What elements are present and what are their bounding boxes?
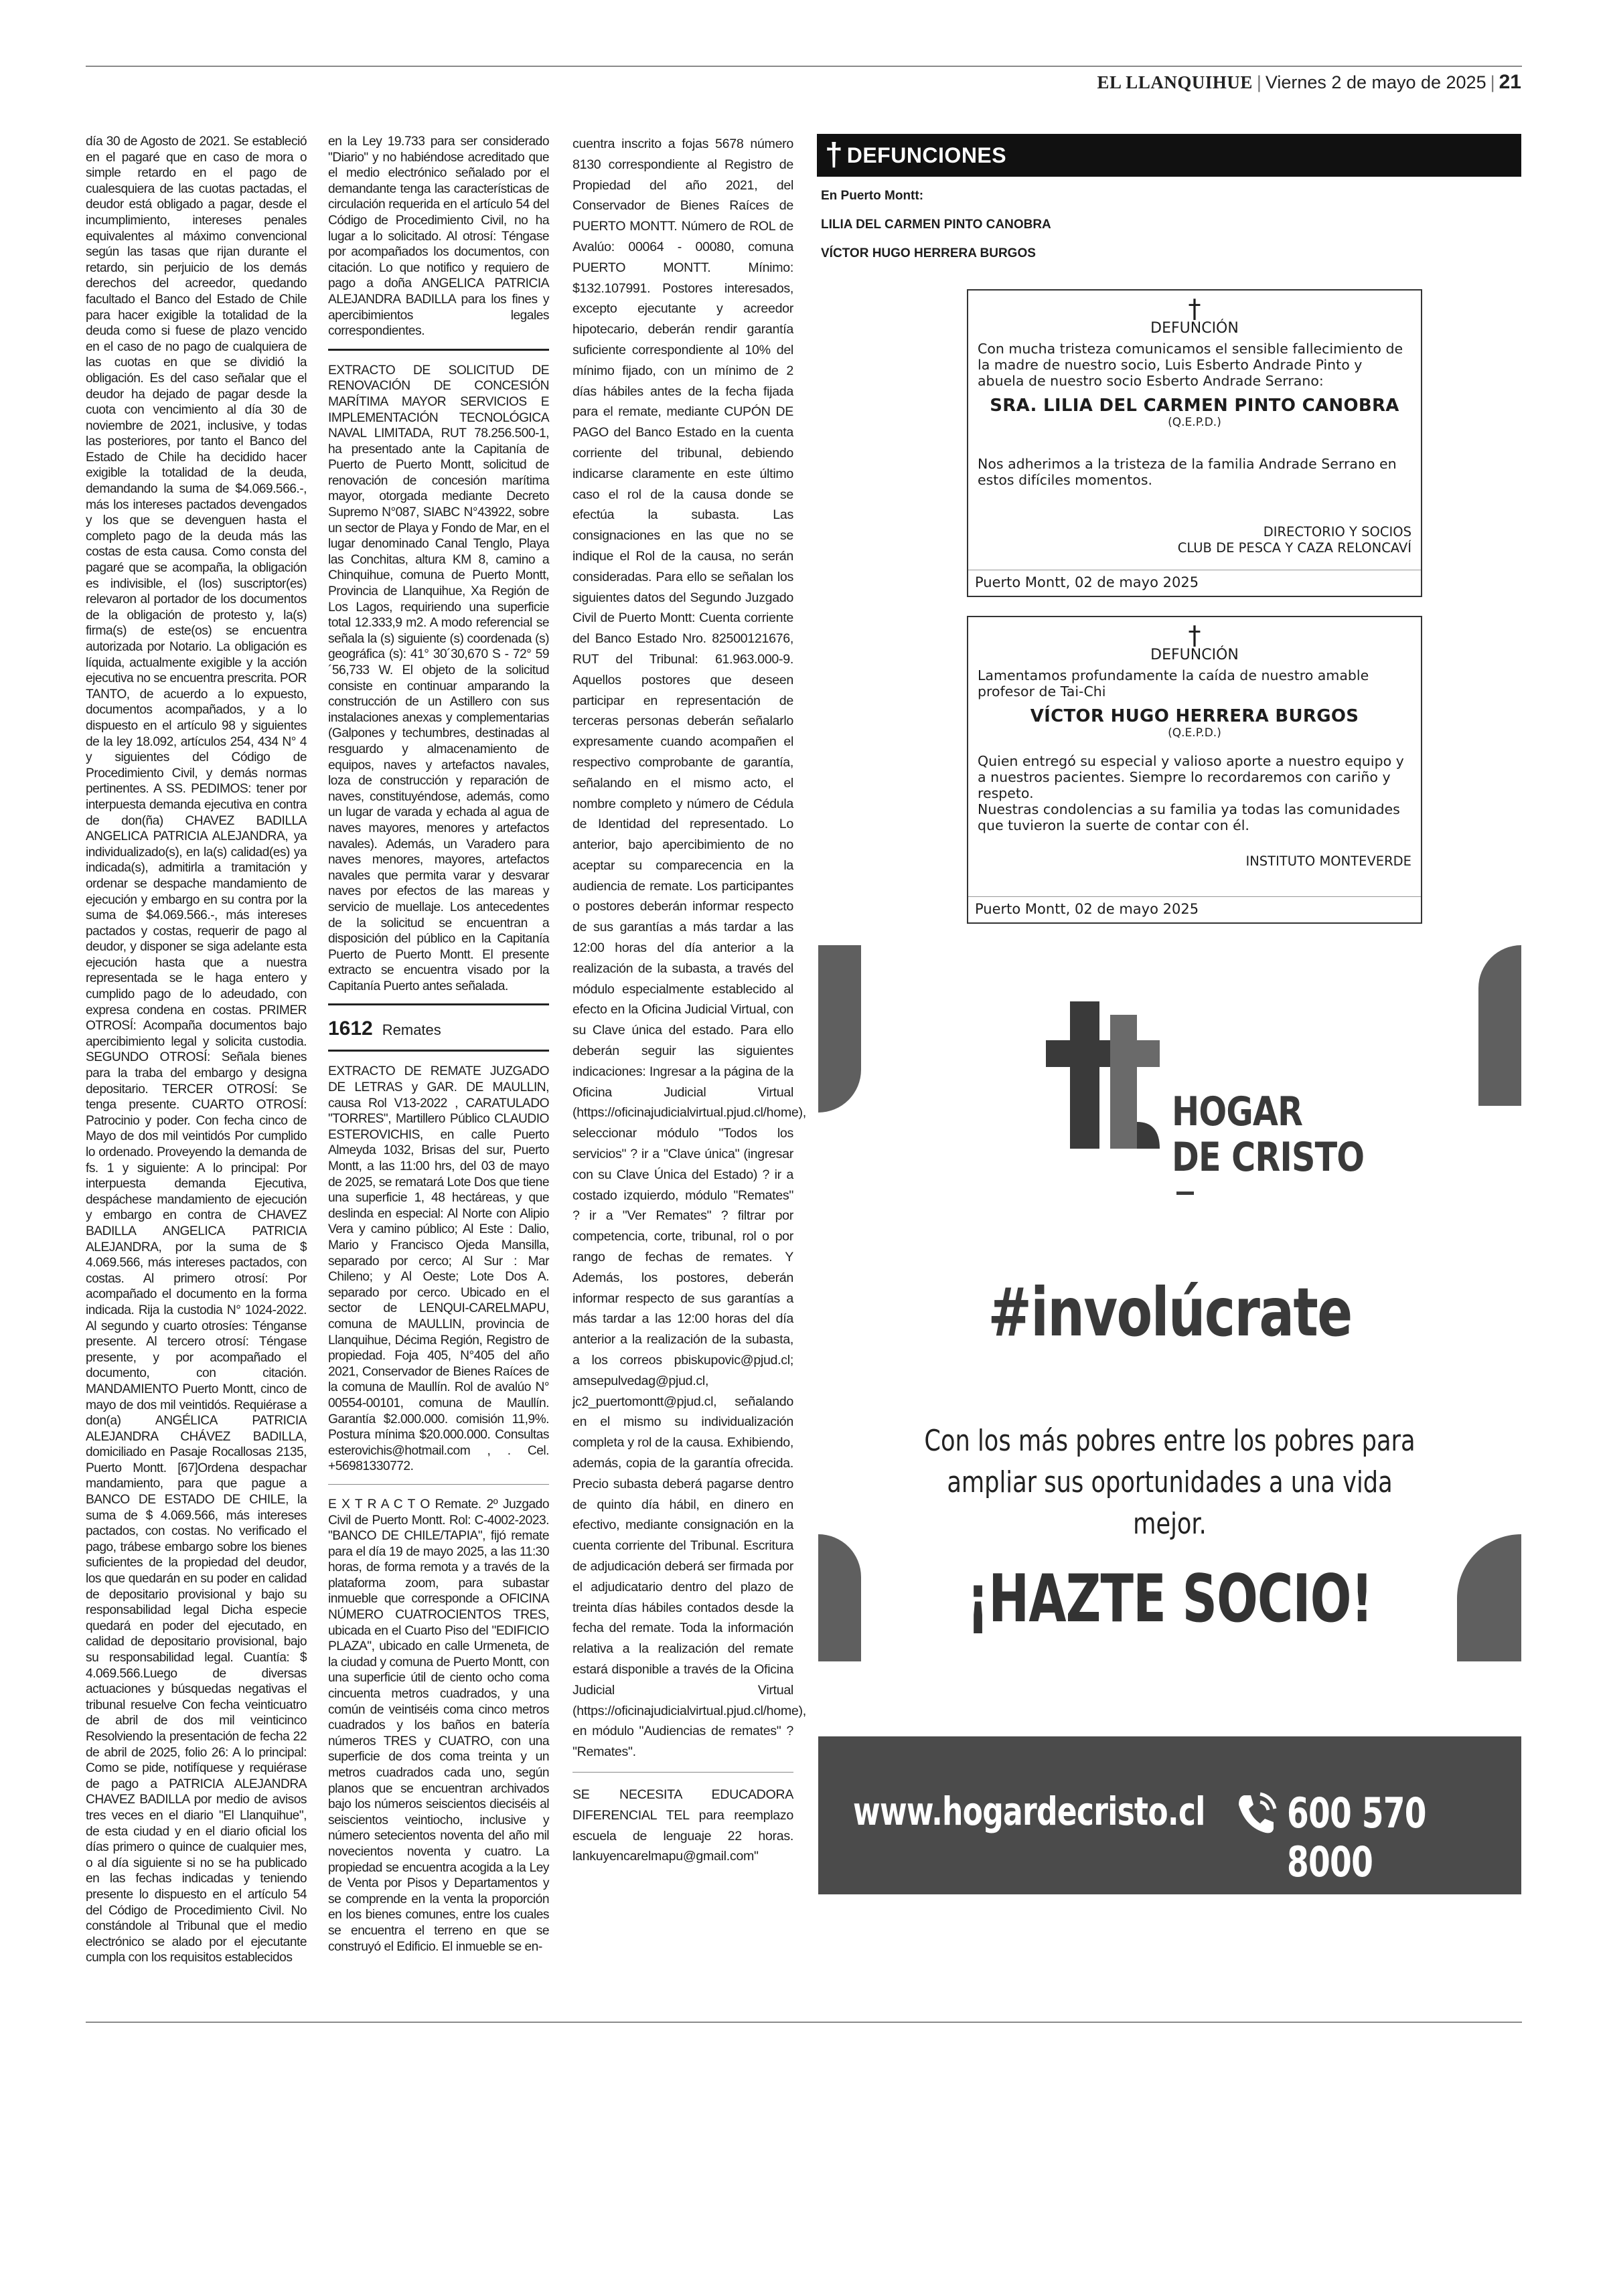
auction-extract-continued: cuentra inscrito a fojas 5678 número 8130 correspondiente al Registro de Propiedad del año 2021, del Conservador de Bienes Raíces de PUERTO MONTT. Número de ROL de Avalúo: 00064 - 00080, comuna PUERTO MONTT. Mínimo: $132.107991. Postores interesados, excepto ejecutante y acreedor hipotecario, deberán rendir garantía suficiente correspondiente al 10% del mínimo fijado, con un mínimo de 2 días hábiles antes de la fecha fijada para el remate, mediante CUPÓN DE PAGO del Banco Estado en la cuenta corriente del tribunal, debiendo indicarse claramente en este último caso el rol de la causa donde se efectúa la subasta. Las consignaciones en las que no se indique el Rol de la causa, no serán consideradas. Para ello se señalan los siguientes datos del Segundo Juzgado Civil de Puerto Montt: Cuenta corriente del Banco Estado Nro. 82500121676, RUT del Tribunal: 61.963.000-9. Aquellos postores que deseen participar en representación de terceras personas deberán señalarlo expresamente cuando acompañen el respectivo comprobante de garantía, señalando en el mismo acto, el nombre completo y número de Cédula de Identidad del representado. Lo anterior, bajo apercibimiento de no aceptar su comparecencia en la audiencia de remate. Los participantes o postores deberán informar respecto de sus garantías a más tardar a las 12:00 horas del día anterior a la realización de la subasta, a través del módulo especialmente establecido al efecto en la Oficina Judicial Virtual, con su Clave única del estado. Para ello deberán seguir las siguientes indicaciones: Ingresar a la página de la Oficina Judicial Virtual (https://oficinajudicialvirtual.pjud.cl/home), seleccionar módulo "Todos los servicios" ? ir a "Clave única" (ingresar con su Clave Única del Estado) ? ir a costado izquierdo, módulo "Remates" ? ir a "Ver Remates" ? filtrar por competencia, corte, tribunal, rol o por rango de fechas de remates. Y Además, los postores, deberán informar respecto de sus garantías a más tardar a las 12:00 horas del día anterior a la realización de la subasta, a los correos pbiskupovic@pjud.cl; amsepulvedag@pjud.cl, jc2_puertomontt@pjud.cl, señalando en el mismo su individualización completa y rol de la causa. Exhibiendo, además, copia de la garantía ofrecida. Precio subasta deberá pagarse dentro de quinto día hábil, en dinero en efectivo, mediante consignación en la cuenta corriente del Tribunal. Escritura de adjudicación deberá ser firmada por el adjudicatario dentro del plazo de treinta días hábiles contados desde la fecha del remate. Toda la información relativa a la realización del remate estará disponible a través de la Oficina Judicial Virtual (https://oficinajudicialvirtual.pjud.cl/home), en módulo "Audiencias de remates" ? "Remates". bbox=[572, 137, 806, 1760]
top-rule bbox=[86, 66, 1522, 67]
deceased-name: SRA. LILIA DEL CARMEN PINTO CANOBRA bbox=[990, 396, 1399, 416]
legal-notice-text: en la Ley 19.733 para ser considerado "Diario" y no habiéndose acreditado que el medio electrónico señalado por el demandante tenga las características de circulación requerida en el artículo 54 del Código de Procedimiento Civil, no ha lugar a lo solicitado. Al otrosí: Téngase por acompañados los documentos, con citación. Lo que notifico y requiero de pago a doña ANGELICA PATRICIA ALEJANDRA BADILLA para los fines y apercibimientos legales correspondientes. bbox=[328, 135, 549, 339]
divider bbox=[572, 1772, 793, 1773]
qepd: (Q.E.P.D.) bbox=[1168, 726, 1221, 740]
concession-extract: EXTRACTO DE SOLICITUD DE RENOVACIÓN DE CONCESIÓN MARÍTIMA MAYOR SERVICIOS E IMPLEMENTACIÓN TECNOLÓGICA NAVAL LIMITADA, RUT 78.256.500-1, ha presentado ante la Capitanía de Puerto de Puerto Montt, solicitud de renovación de concesión marítima mayor, otorgada mediante Decreto Supremo N°087, SIABC N°43922, sobre un sector de Playa y Fondo de Mar, en el lugar denominado Canal Tenglo, Playa las Conchitas, altura KM 8, camino a Chinquihue, comuna de Puerto Montt, Provincia de Llanquihue, Xa Región de Los Lagos, requiriendo una superficie total 12.333,9 m2. A modo referencial se señala la (s) siguiente (s) coordenada (s) geográfica (s): 41° 30´30,670 S - 72° 59´56,733 W. El objeto de la solicitud consiste en continuar amparando la construcción de un Astillero con sus instalaciones anexas y complementarias (Galpones y techumbres, destinadas al resguardo y almacenamiento de equipos, naves y artefactos navales, loza de construcción y reparación de naves, constituyéndose, además, como un lugar de varada y echada al agua de naves mayores, menores y artefactos navales). Además, un Varadero para naves menores, mayores, artefactos navales que permita varar y desvarar naves por efectos de las mareas y servicio de muellaje. Los antecedentes de la solicitud se encuentran a disposición del público en la Capitanía Puerto de Puerto Montt. El presente extracto se encuentra visado por la Capitanía Puerto antes señalada. bbox=[328, 363, 549, 993]
ad-tagline: Con los más pobres entre los pobres para ampliar sus oportunidades a una vida mejor. bbox=[924, 1424, 1415, 1541]
obituaries-header bbox=[817, 134, 1521, 177]
phone-icon bbox=[1235, 1790, 1278, 1837]
page-number: 21 bbox=[1499, 71, 1521, 93]
ad-footer bbox=[818, 1736, 1521, 1894]
decorative-shape bbox=[1457, 1534, 1521, 1661]
divider bbox=[968, 896, 1421, 897]
notice-intro: Con mucha tristeza comunicamos el sensible fallecimiento de la madre de nuestro socio, Luis Esberto Andrade Pinto y abuela de nuestro socio Esberto Andrade Serrano: bbox=[978, 341, 1403, 389]
notice-message: Nos adherimos a la tristeza de la familia Andrade Serrano en estos difíciles momentos. bbox=[978, 456, 1397, 488]
notice-signer: INSTITUTO MONTEVERDE bbox=[1245, 853, 1411, 869]
logo-dash bbox=[1176, 1192, 1194, 1195]
notice-signer: CLUB DE PESCA Y CAZA RELONCAVÍ bbox=[1177, 540, 1411, 556]
masthead: EL LLANQUIHUE | Viernes 2 de mayo de 2025 | 21 bbox=[1097, 71, 1521, 93]
decorative-shape bbox=[818, 945, 861, 1113]
death-notice-1 bbox=[967, 289, 1422, 597]
logo-text: DE CRISTO bbox=[1172, 1134, 1365, 1181]
cross-icon: † bbox=[1188, 294, 1201, 323]
bottom-rule bbox=[86, 2022, 1522, 2023]
hogar-de-cristo-ad bbox=[818, 945, 1521, 1894]
death-notice-2 bbox=[967, 616, 1422, 924]
notice-message: Quien entregó su especial y valioso aporte a nuestro equipo y a nuestros pacientes. Siempre lo recordaremos con cariño y respeto. bbox=[978, 753, 1404, 801]
notice-intro: Lamentamos profundamente la caída de nuestro amable profesor de Tai-Chi bbox=[978, 667, 1369, 700]
obituaries-section bbox=[817, 134, 1521, 274]
section-number: 1612 bbox=[328, 1017, 373, 1040]
notice-heading: DEFUNCIÓN bbox=[1150, 647, 1239, 663]
obituary-name: LILIA DEL CARMEN PINTO CANOBRA bbox=[821, 217, 1051, 232]
section-heading bbox=[328, 1017, 549, 1040]
divider bbox=[328, 1050, 549, 1052]
divider bbox=[328, 349, 549, 351]
ad-website: www.hogardecristo.cl bbox=[853, 1789, 1205, 1834]
ad-phone-number: 600 570 8000 bbox=[1287, 1789, 1426, 1886]
notice-heading: DEFUNCIÓN bbox=[1150, 320, 1239, 337]
decorative-shape bbox=[1478, 945, 1521, 1106]
obituary-list bbox=[821, 189, 1517, 261]
obituary-city: En Puerto Montt: bbox=[821, 189, 924, 203]
qepd: (Q.E.P.D.) bbox=[1168, 416, 1221, 429]
legal-notice-text: día 30 de Agosto de 2021. Se estableció en el pagaré que en caso de mora o simple retardo en el pago de cualesquiera de las cuotas pactadas, el deudor está obligado a pagar, desde el incumplimiento, intereses penales equivalentes al máximo convencional según las tasas que rijan durante el retardo, sin perjuicio de los demás derechos del acreedor, quedando facultado el Banco del Estado de Chile para hacer exigible la totalidad de la deuda como si fuese de plazo vencido en el caso de no pago de cualquiera de las cuotas en que se dividió la obligación. Es del caso señalar que el deudor ha dejado de pagar desde la cuota con vencimiento al día 30 de noviembre de 2021, inclusive, y todas las posteriores, por tanto el Banco del Estado de Chile ha decidido hacer exigible la totalidad de la deuda, demandando la suma de $4.069.566.-, más los intereses pactados devengados y los que se devenguen hasta el completo pago de la deuda más las costas de esta causa. Como consta del pagaré que se acompaña, la obligación es indivisible, el (los) suscriptor(es) relevaron al portador de los documentos de la obligación de protesto y, la(s) firma(s) de este(os) se encuentra autorizada por Notario. La obligación es líquida, actualmente exigible y la acción ejecutiva no se encuentra prescrita. POR TANTO, de acuerdo a lo expuesto, documentos acompañados, y a lo dispuesto en el artículo 98 y siguientes de la ley 18.092, artículos 254, 434 N° 4 y siguientes del Código de Procedimiento Civil, y demás normas pertinentes. A SS. PEDIMOS: tener por interpuesta demanda ejecutiva en contra de don(ña) CHAVEZ BADILLA ANGELICA PATRICIA ALEJANDRA, ya individualizado(s), en la(s) calidad(es) ya indicada(s), admitirla a tramitación y ordenar se despache mandamiento de ejecución y embargo en su contra por la suma de $4.069.566.-, más intereses pactados y costas, requerir de pago al deudor, y disponer se siga adelante esta ejecución hasta que a nuestra representada se le haga entero y cumplido pago de lo adeudado, con expresa condena en costas. PRIMER OTROSÍ: Acompaña documentos bajo apercibimiento legal y solicita custodia. SEGUNDO OTROSÍ: Señala bienes para la traba del embargo y designa depositario. TERCER OTROSÍ: Se tenga presente. CUARTO OTROSÍ: Patrocinio y poder. Con fecha cinco de Mayo de dos mil veintidós Por cumplido lo ordenado. Proveyendo la demanda de fs. 1 y siguiente: A lo principal: Por interpuesta demanda Ejecutiva, despáchese mandamiento de ejecución y embargo en contra de CHAVEZ BADILLA ANGELICA PATRICIA ALEJANDRA, por la suma de $ 4.069.566, más intereses pactados, con costas. Al primero otrosí: Por acompañado el documento en la forma indicada. Rija la custodia N° 1024-2022. Al segundo y cuarto otrosíes: Ténganse presente. Al tercero otrosí: Téngase presente, y por acompañado el documento, con citación. MANDAMIENTO Puerto Montt, cinco de mayo de dos mil veintidós. Requiérase a don(a) ANGÉLICA PATRICIA ALEJANDRA CHÁVEZ BADILLA, domiciliado en Pasaje Rocallosas 2135, Puerto Montt. [67]Ordena despachar mandamiento, para que pague a BANCO DE ESTADO DE CHILE, la suma de $ 4.069.566, más intereses pactados, con costas. No verificado el pago, trábese embargo sobre los bienes suficientes de la propiedad del deudor, los que quedarán en su poder en calidad de depositario provisional y bajo su responsabilidad legal Dicha especie quedará en poder del ejecutado, en calidad de depositario provisional, bajo su responsabilidad legal. Cuantía: $ 4.069.566.Luego de diversas actuaciones y búsquedas negativas el tribunal resuelve Con fecha veinticuatro de abril de dos mil veinticinco Resolviendo la presentación de fecha 22 de abril de 2025, folio 26: A lo principal: Como se pide, notifíquese y requiérase de pago a PATRICIA ALEJANDRA CHAVEZ BADILLA por medio de avisos tres veces en el diario "El Llanquihue", de esta ciudad y en el diario oficial los días primero o quince de cualquier mes, o al día siguiente si no se ha publicado en las fechas indicadas y teniendo presente lo dispuesto en el artículo 54 del Código de Procedimiento Civil. No constándole al Tribunal que el medio electrónico se alado por el ejecutante cumpla con los requisitos establecidos bbox=[86, 135, 307, 1965]
cross-icon: † bbox=[1188, 621, 1201, 650]
text-column-3 bbox=[572, 134, 806, 1874]
ad-call-to-action: ¡HAZTE SOCIO! bbox=[967, 1561, 1373, 1637]
obituary-name: VÍCTOR HUGO HERRERA BURGOS bbox=[821, 246, 1036, 260]
hogar-de-cristo-logo-icon bbox=[1046, 1001, 1160, 1149]
notice-place-date: Puerto Montt, 02 de mayo 2025 bbox=[975, 574, 1199, 590]
deceased-name: VÍCTOR HUGO HERRERA BURGOS bbox=[1030, 706, 1359, 726]
divider bbox=[328, 1003, 549, 1005]
obituaries-title: DEFUNCIONES bbox=[846, 143, 1007, 167]
cross-icon: † bbox=[825, 137, 843, 173]
section-name: Remates bbox=[382, 1021, 441, 1039]
notice-message: Nuestras condolencias a su familia ya todas las comunidades que tuvieron la suerte de contar con él. bbox=[978, 801, 1400, 833]
logo-text: HOGAR bbox=[1172, 1088, 1303, 1135]
auction-extract: EXTRACTO DE REMATE JUZGADO DE LETRAS y GAR. DE MAULLIN, causa Rol V13-2022 , CARATULADO "TORRES", Martillero Público CLAUDIO ESTEROVICHIS, en calle Puerto Almeyda 1032, Brisas del sur, Puerto Montt, a las 11:00 hrs, del 03 de mayo de 2025, se rematará Lote Dos que tiene una superficie 1, 48 hectáreas, y que deslinda en especial: Al Norte con Alipio Vera y camino público; Al Este : Dalio, Mario y Francisco Ojeda Mansilla, separado por cerco; Al Sur : Mar Chileno; y Al Oeste; Lote Dos A. separado por cerco. Ubicado en el sector de LENQUI-CARELMAPU, comuna de MAULLIN, provincia de Llanquihue, Décima Región, Registro de propiedad. Foja 405, N°405 del año 2021, Conservador de Bienes Raíces de la comuna de Maullín. Rol de avalúo N° 00554-00101, comuna de Maullín. Garantía $2.000.000. comisión 11,9%. Postura mínima $20.000.000. Consultas esterovichis@hotmail.com , . Cel. +56981330772. bbox=[328, 1064, 549, 1474]
notice-signer: DIRECTORIO Y SOCIOS bbox=[1263, 524, 1411, 540]
ad-hashtag: #involúcrate bbox=[988, 1273, 1352, 1351]
text-column-1 bbox=[86, 134, 307, 1973]
notice-place-date: Puerto Montt, 02 de mayo 2025 bbox=[975, 901, 1199, 917]
classified-ad: SE NECESITA EDUCADORA DIFERENCIAL TEL para reemplazo escuela de lenguaje 22 horas. lankuyencarelmapu@gmail.com" bbox=[572, 1787, 793, 1864]
text-column-2 bbox=[328, 134, 549, 1961]
auction-extract: E X T R A C T O Remate. 2º Juzgado Civil de Puerto Montt. Rol: C-4002-2023. "BANCO DE CHILE/TAPIA", fijó remate para el día 19 de mayo 2025, a las 11:30 horas, de forma remota y a través de la plataforma zoom, para subastar inmueble que corresponde a OFICINA NÚMERO CUATROCIENTOS TRES, ubicada en el Cuarto Piso del "EDIFICIO PLAZA", ubicado en calle Urmeneta, de la ciudad y comuna de Puerto Montt, con una superficie útil de ciento ocho coma cincuenta metros cuadrados, y una común de veintiséis coma cinco metros cuadrados y los baños en batería números TRES y CUATRO, con una superficie de dos coma treinta y un metros cuadrados cada uno, según planos que se encuentran archivados bajo los números seiscientos dieciséis al seiscientos veintiocho, inclusive y número setecientos noventa del año mil novecientos noventa y cuatro. La propiedad se encuentra acogida a la Ley de Venta por Pisos y Departamentos y se comprende en la venta la proporción en los bienes comunes, entre los cuales se encuentra el terreno en que se construyó el Edificio. El inmueble se en- bbox=[328, 1497, 549, 1954]
newspaper-name: EL LLANQUIHUE bbox=[1097, 72, 1253, 92]
divider bbox=[328, 1484, 549, 1485]
issue-date: Viernes 2 de mayo de 2025 bbox=[1265, 72, 1486, 92]
decorative-shape bbox=[818, 1534, 861, 1661]
